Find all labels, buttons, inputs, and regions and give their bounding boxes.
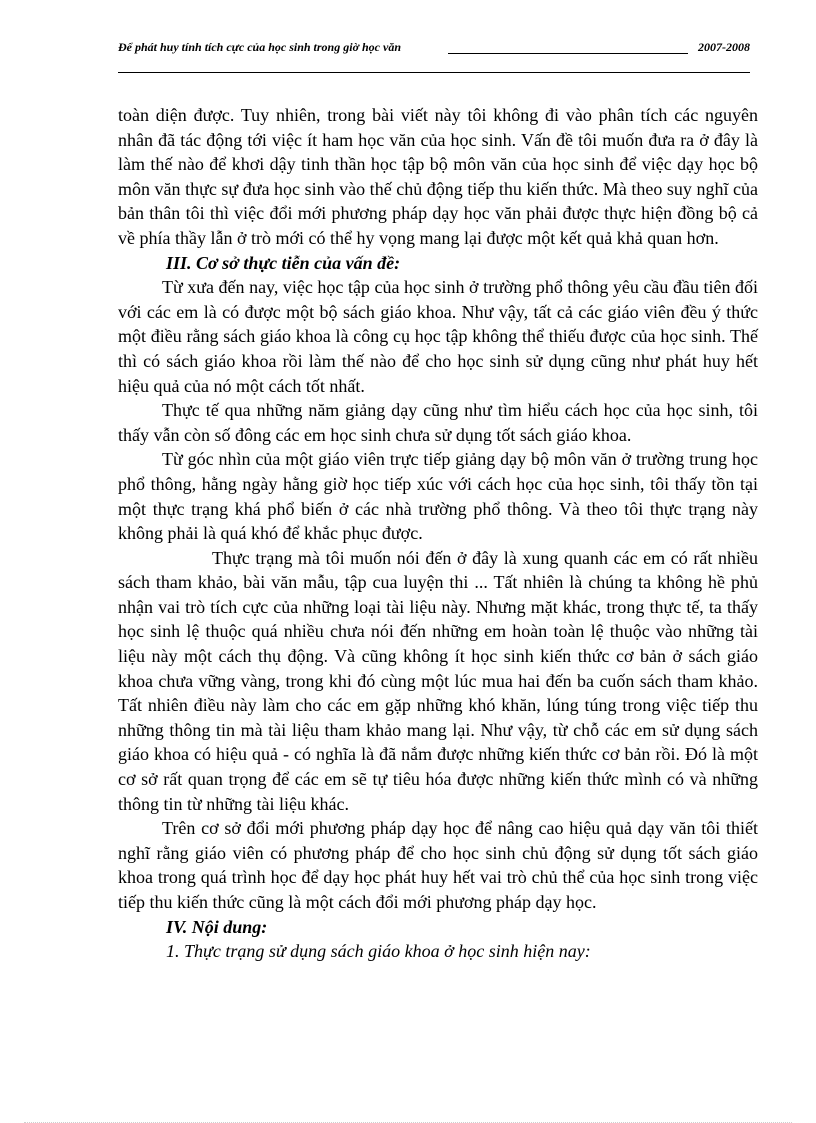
- section-heading-iii: III. Cơ sở thực tiễn của vấn đề:: [166, 252, 401, 273]
- page-header: [118, 40, 750, 74]
- paragraph-intro-continuation: toàn diện được. Tuy nhiên, trong bài viết này tôi không đi vào phân tích các nguyên nhân đã tác động tới việc ít ham học văn của học sinh. Vấn đề tôi muốn đưa ra ở đây là làm thế nào để khơi dậy tinh thần học tập bộ môn văn của học sinh để việc dạy học bộ môn văn thực sự đưa học sinh vào thế chủ động tiếp thu kiến thức. Mà theo suy nghĩ của bản thân tôi thì việc đổi mới phương pháp dạy học văn phải được thực hiện đồng bộ cả về phía thầy lẫn ở trò mới có thể hy vọng mang lại được một kết quả khả quan hơn.: [118, 105, 758, 248]
- section-heading-iv: IV. Nội dung:: [166, 916, 268, 937]
- document-body: [118, 103, 758, 964]
- paragraph-textbook-requirement: Từ xưa đến nay, việc học tập của học sinh ở trường phổ thông yêu cầu đầu tiên đối với các em là có được một bộ sách giáo khoa. Như vậy, tất cả các giáo viên đều ý thức một điều rằng sách giáo khoa là công cụ học tập không thể thiếu được của học sinh. Thế thì có sách giáo khoa rồi làm thế nào để cho học sinh sử dụng cũng như phát huy hết hiệu quả của nó một cách tốt nhất.: [118, 277, 758, 396]
- paragraph-method-renewal: Trên cơ sở đổi mới phương pháp dạy học để nâng cao hiệu quả dạy văn tôi thiết nghĩ rằng giáo viên có phương pháp để cho học sinh chủ động sử dụng tốt sách giáo khoa trong quá trình học để dạy học phát huy hết vai trò chủ thể của học sinh trong việc tiếp thu kiến thức cũng là một cách đổi mới phương pháp dạy học.: [118, 818, 758, 912]
- paragraph-teacher-perspective: Từ góc nhìn của một giáo viên trực tiếp giảng dạy bộ môn văn ở trường trung học phổ thông, hằng ngày hằng giờ học tiếp xúc với cách học của học sinh, tôi thấy tồn tại một thực trạng khá phổ biến ở các nhà trường phổ thông. Và theo tôi thực trạng này không phải là quá khó để khắc phục được.: [118, 449, 758, 544]
- subsection-heading-1: 1. Thực trạng sử dụng sách giáo khoa ở học sinh hiện nay:: [166, 941, 591, 962]
- header-title-underline: [448, 53, 688, 54]
- paragraph-reference-books: Thực trạng mà tôi muốn nói đến ở đây là xung quanh các em có rất nhiều sách tham khảo, bài văn mẫu, tập cua luyện thi ... Tất nhiên là chúng ta không hề phủ nhận vai trò tích cực của những loại tài liệu này. Nhưng mặt khác, trong thực tế, ta thấy học sinh lệ thuộc quá nhiều chưa nói đến những em hoàn toàn lệ thuộc vào những tài liệu này một cách thụ động. Và cũng không ít học sinh kiến thức cơ bản ở sách giáo khoa chưa vững vàng, trong khi đó cùng một lúc mua hai đến ba cuốn sách tham khảo. Tất nhiên điều này làm cho các em gặp những khó khăn, lúng túng trong việc tiếp thu những thông tin mà tài liệu tham khảo mang lại. Như vậy, từ chỗ các em sử dụng sách giáo khoa có hiệu quả - có nghĩa là đã nắm được những kiến thức cơ bản rồi. Đó là một cơ sở rất quan trọng để các em sẽ tự tiêu hóa được những kiến thức mình có và những thông tin từ những tài liệu khác.: [118, 547, 758, 814]
- paragraph-teaching-experience: Thực tế qua những năm giảng dạy cũng như tìm hiểu cách học của học sinh, tôi thấy vẫn còn số đông các em học sinh chưa sử dụng tốt sách giáo khoa.: [118, 400, 758, 445]
- header-year: 2007-2008: [698, 40, 750, 54]
- header-title: Để phát huy tính tích cực của học sinh trong giờ học văn: [118, 40, 402, 54]
- header-divider: [118, 72, 750, 73]
